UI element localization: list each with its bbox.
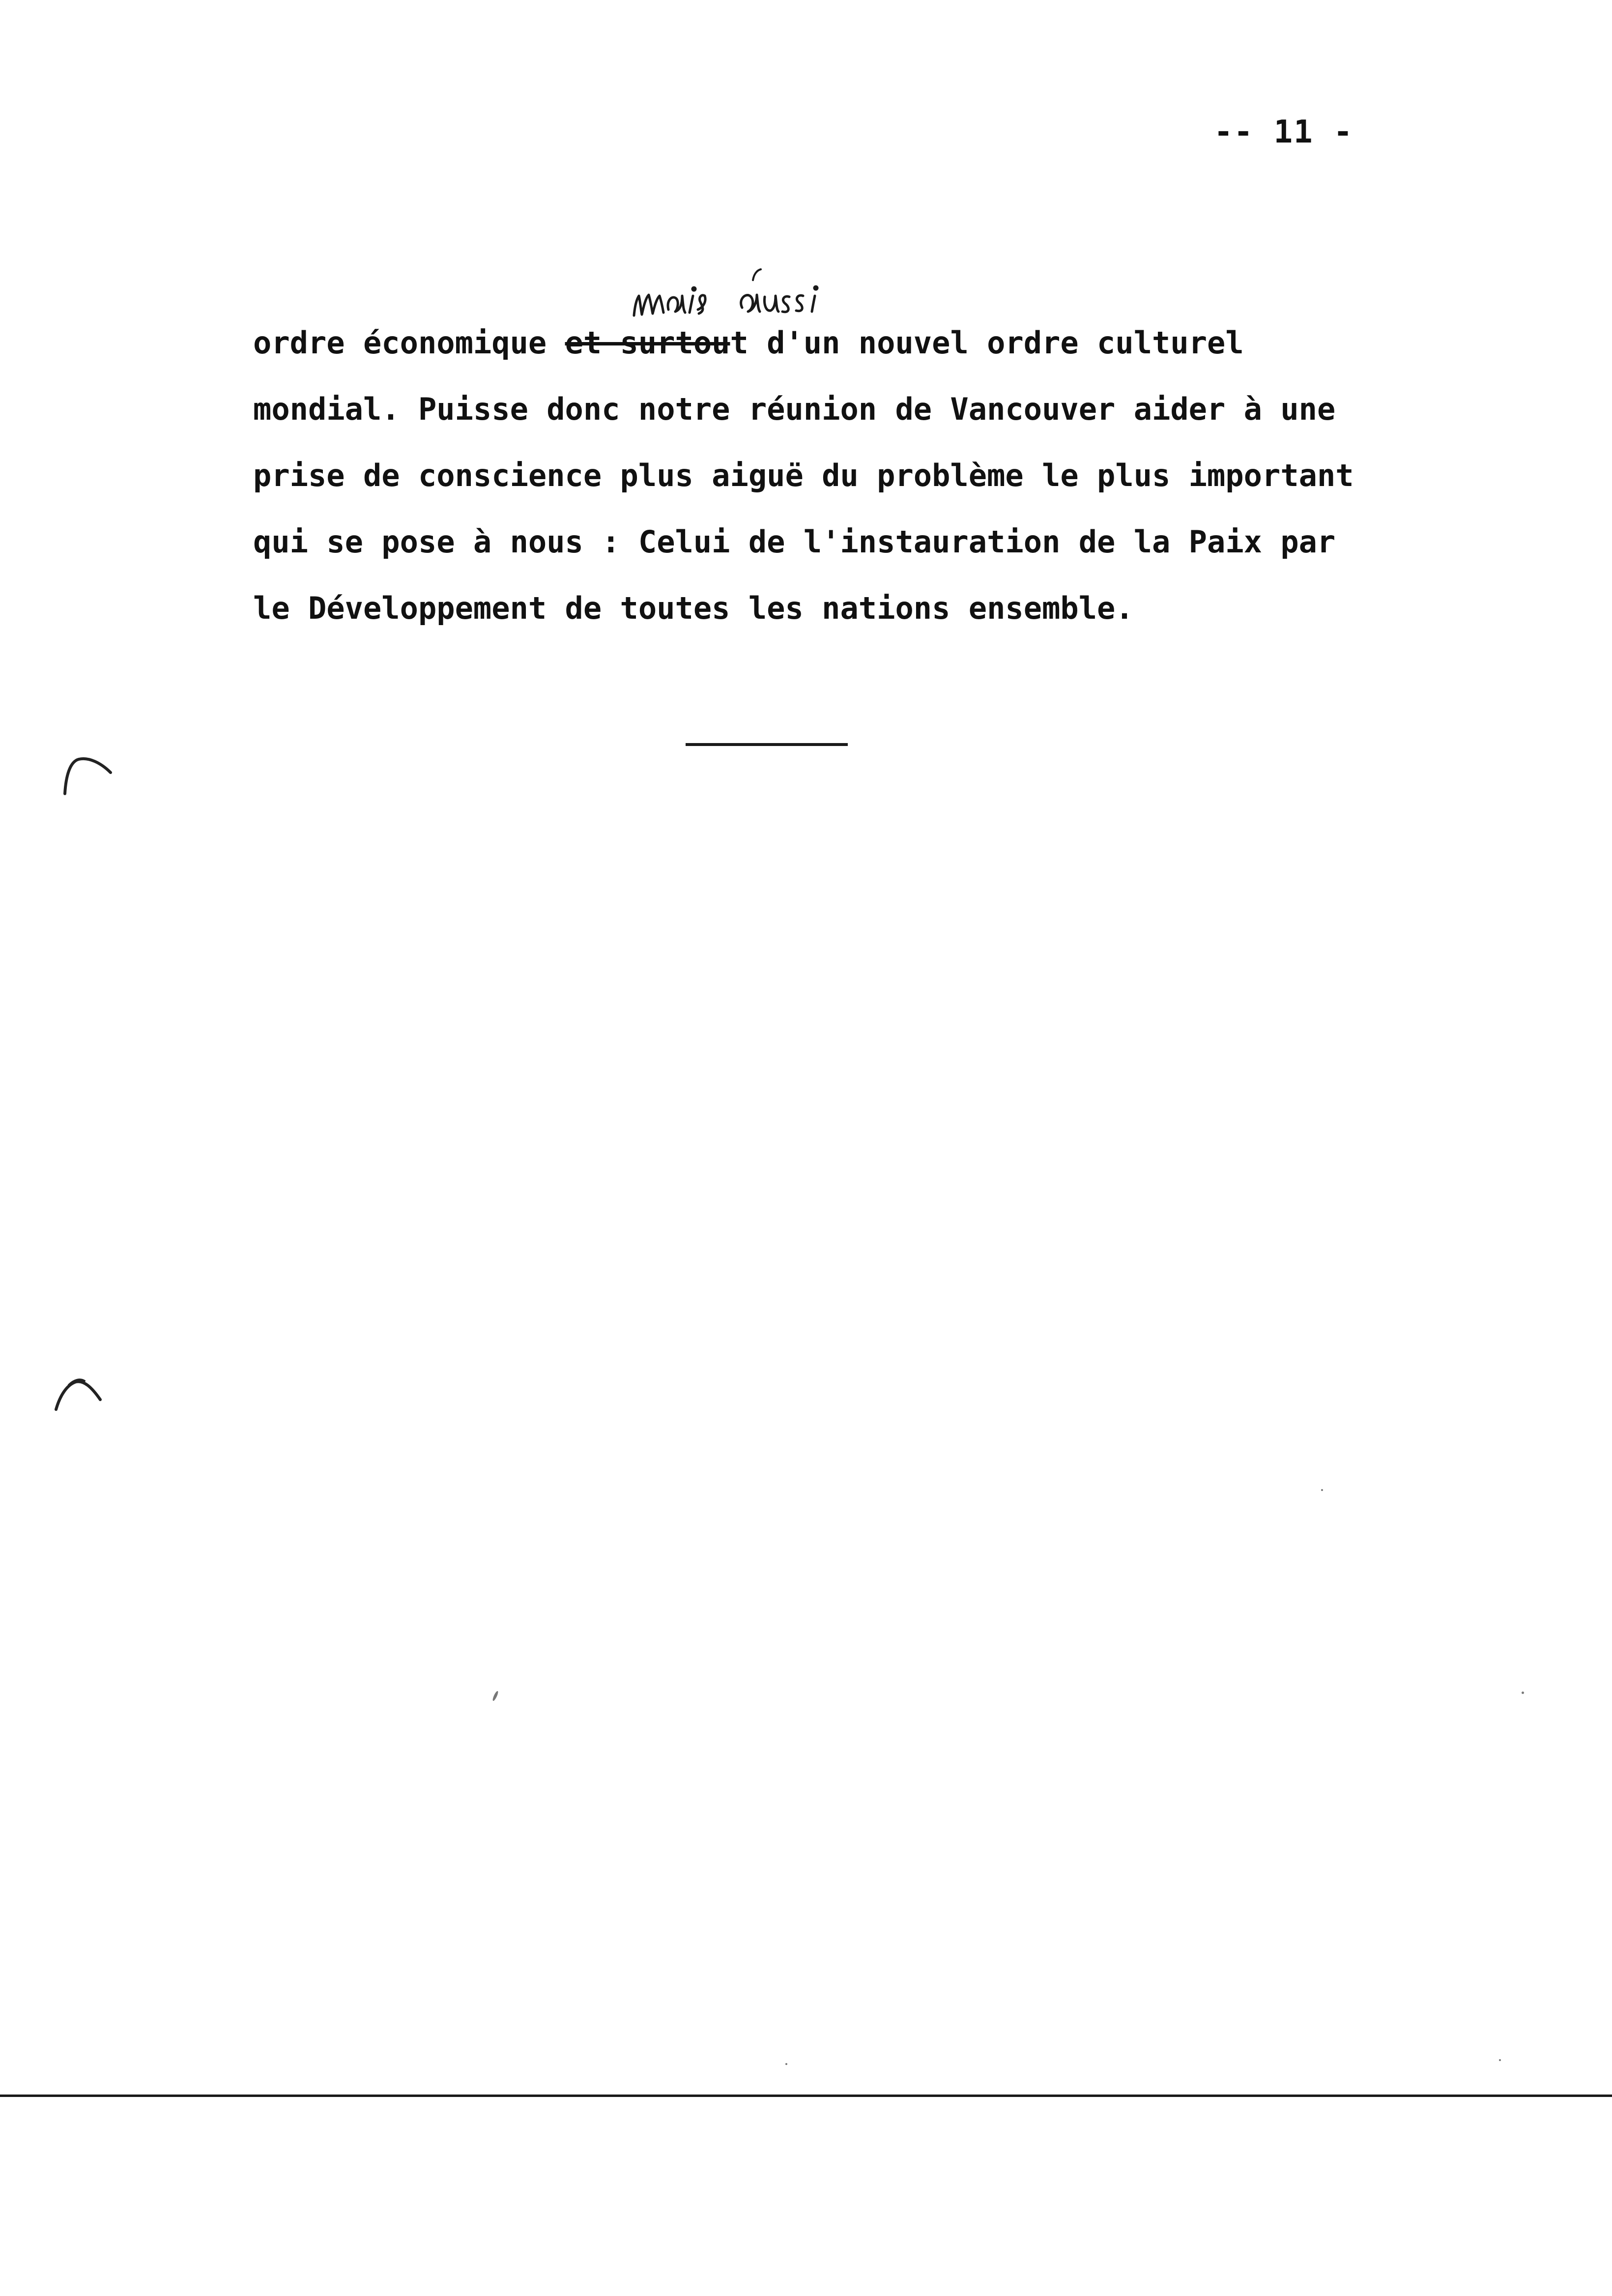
page-number: -- 11 - [1214, 114, 1353, 150]
scan-speck [785, 2063, 787, 2065]
binding-mark [49, 1361, 113, 1415]
text-line [253, 310, 1472, 376]
text-line: mondial. Puisse donc notre réunion de Vancouver aider à une [253, 391, 1336, 427]
end-of-text-rule [686, 743, 848, 746]
body-text [253, 310, 1472, 641]
scan-speck [1499, 2059, 1501, 2061]
scan-speck [1522, 1692, 1524, 1694]
text-line: prise de conscience plus aiguë du problème le plus important [253, 458, 1354, 493]
scan-speck [1321, 1489, 1323, 1491]
footer-rule [0, 2095, 1612, 2097]
text-line: le Développement de toutes les nations ensemble. [253, 590, 1134, 626]
scan-speck [492, 1691, 499, 1701]
binding-mark [59, 742, 118, 796]
struck-out-text: et surtou [565, 325, 730, 361]
text-line: qui se pose à nous : Celui de l'instauration de la Paix par [253, 524, 1336, 560]
text-segment: t d'un nouvel ordre culturel [730, 325, 1244, 361]
text-segment: ordre économique [253, 325, 565, 361]
